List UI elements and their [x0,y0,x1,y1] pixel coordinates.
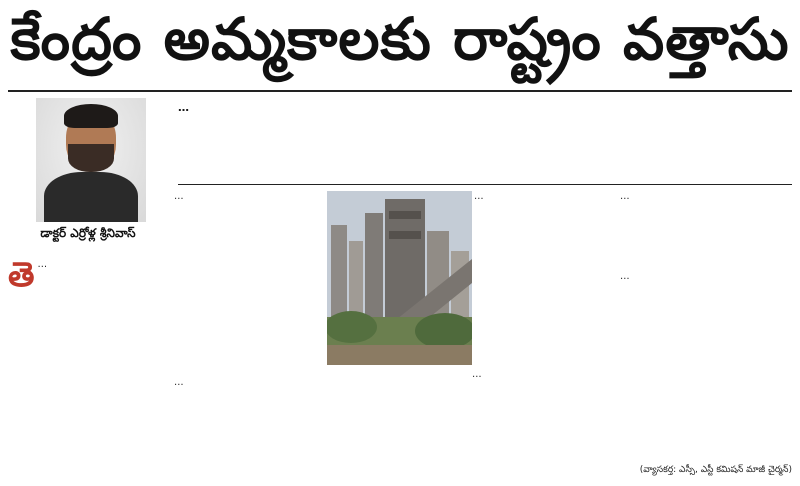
column-1 [8,258,168,486]
dropcap: తె [8,258,35,295]
author-photo [36,98,146,222]
headline: కేంద్రం అమ్మకాలకు రాష్ట్రం వత్తాసు [10,4,790,73]
column-4-lower: … [620,271,630,282]
standfirst: … [178,101,189,114]
byline: (వ్యాసకర్త: ఎస్సీ, ఎస్టీ కమిషన్ మాజీ చైర్మన్) [639,465,792,475]
standfirst-rule [178,184,792,185]
headline-rule [8,90,792,92]
column-3-lower: … [472,369,482,380]
author-box [8,98,168,250]
factory-photo [327,191,472,365]
column-2: … [174,191,184,202]
author-name: డాక్టర్ ఎర్రోళ్ల శ్రీనివాస్ [40,226,136,240]
column-2-lower: … [174,377,184,388]
column-4: … [620,191,630,202]
column-1-text: … [37,259,48,270]
column-3: … [474,191,484,202]
